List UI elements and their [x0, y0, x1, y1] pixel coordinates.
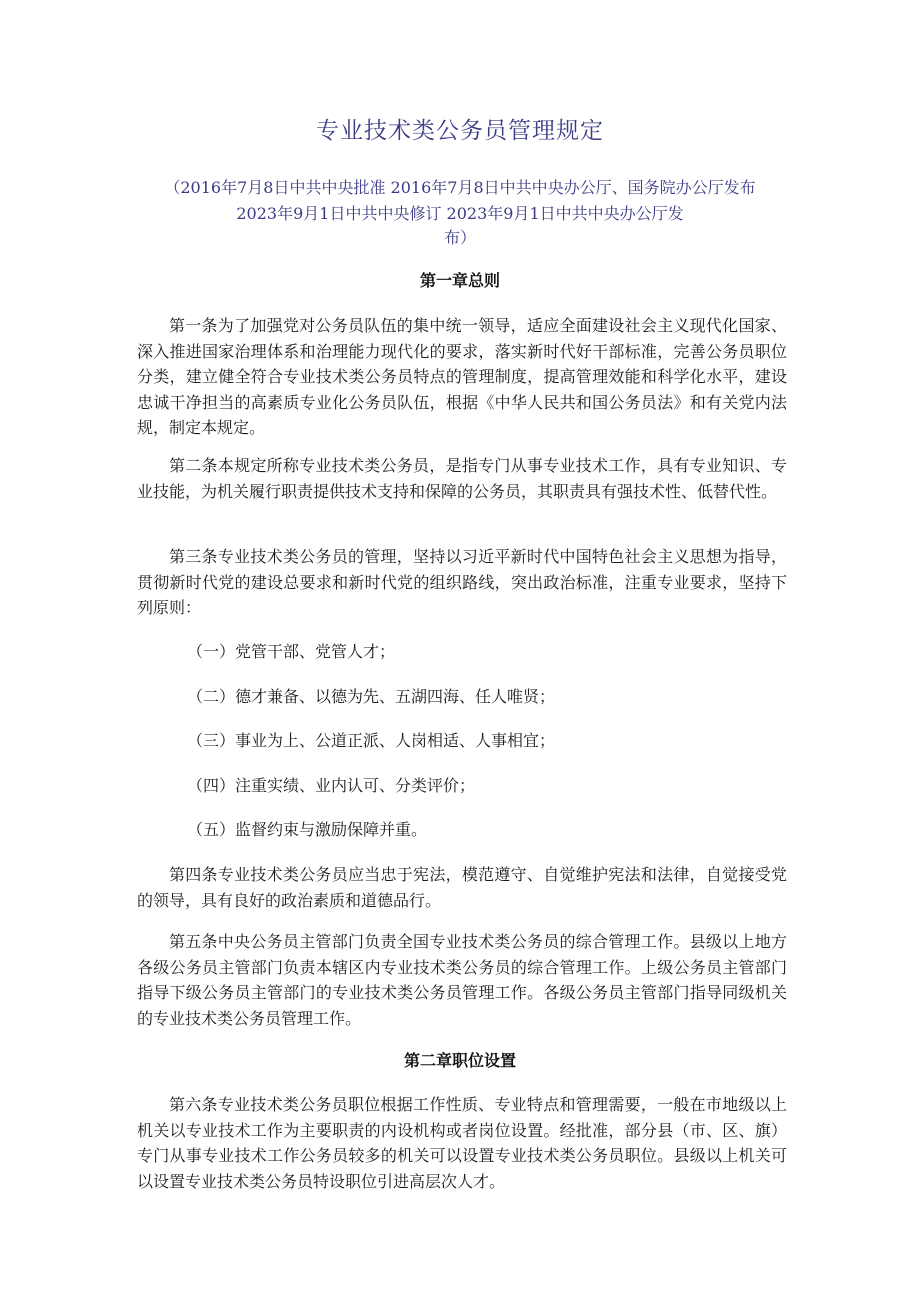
article-paragraph: 第一条为了加强党对公务员队伍的集中统一领导，适应全面建设社会主义现代化国家、深入推进国家治理体系和治理能力现代化的要求，落实新时代好干部标准，完善公务员职位分类，建立健全符合专业技术类公务员特点的管理制度，提高管理效能和科学化水平，建设忠诚干净担当的高素质专业化公务员队伍，根据《中华人民共和国公务员法》和有关党内法规，制定本规定。	[137, 316, 787, 437]
document-subtitle-line-2: 2023年9月1日中共中央修订 2023年9月1日中共中央办公厅发	[236, 204, 684, 223]
article-paragraph: 第二条本规定所称专业技术类公务员，是指专门从事专业技术工作，具有专业知识、专业技能，为机关履行职责提供技术支持和保障的公务员，其职责具有强技术性、低替代性。	[137, 456, 787, 501]
chapter-heading-1: 第一章总则	[419, 271, 500, 290]
document-subtitle-line-1: （2016年7月8日中共中央批准 2016年7月8日中共中央办公厅、国务院办公厅发布	[164, 178, 756, 197]
principle-item: （五）监督约束与激励保障并重。	[187, 820, 428, 839]
chapter-heading-2: 第二章职位设置	[403, 1051, 516, 1070]
article-paragraph: 第五条中央公务员主管部门负责全国专业技术类公务员的综合管理工作。县级以上地方各级公务员主管部门负责本辖区内专业技术类公务员的综合管理工作。上级公务员主管部门指导下级公务员主管部门的专业技术类公务员管理工作。各级公务员主管部门指导同级机关的专业技术类公务员管理工作。	[137, 932, 787, 1028]
article-paragraph: 第六条专业技术类公务员职位根据工作性质、专业特点和管理需要，一般在市地级以上机关以专业技术工作为主要职责的内设机构或者岗位设置。经批准，部分县（市、区、旗）专门从事专业技术工作公务员较多的机关可以设置专业技术类公务员职位。县级以上机关可以设置专业技术类公务员特设职位引进高层次人才。	[137, 1095, 787, 1191]
principle-item: （三）事业为上、公道正派、人岗相适、人事相宜；	[187, 731, 556, 750]
principle-item: （二）德才兼备、以德为先、五湖四海、任人唯贤；	[187, 687, 556, 706]
article-paragraph: 第三条专业技术类公务员的管理，坚持以习近平新时代中国特色社会主义思想为指导，贯彻新时代党的建设总要求和新时代党的组织路线，突出政治标准，注重专业要求，坚持下列原则：	[137, 547, 787, 617]
principle-item: （四）注重实绩、业内认可、分类评价；	[187, 776, 476, 795]
document-subtitle-line-3: 布）	[443, 228, 476, 247]
article-paragraph: 第四条专业技术类公务员应当忠于宪法，模范遵守、自觉维护宪法和法律，自觉接受党的领导，具有良好的政治素质和道德品行。	[137, 865, 787, 910]
document-title: 专业技术类公务员管理规定	[316, 118, 604, 144]
principle-item: （一）党管干部、党管人才；	[187, 642, 396, 661]
